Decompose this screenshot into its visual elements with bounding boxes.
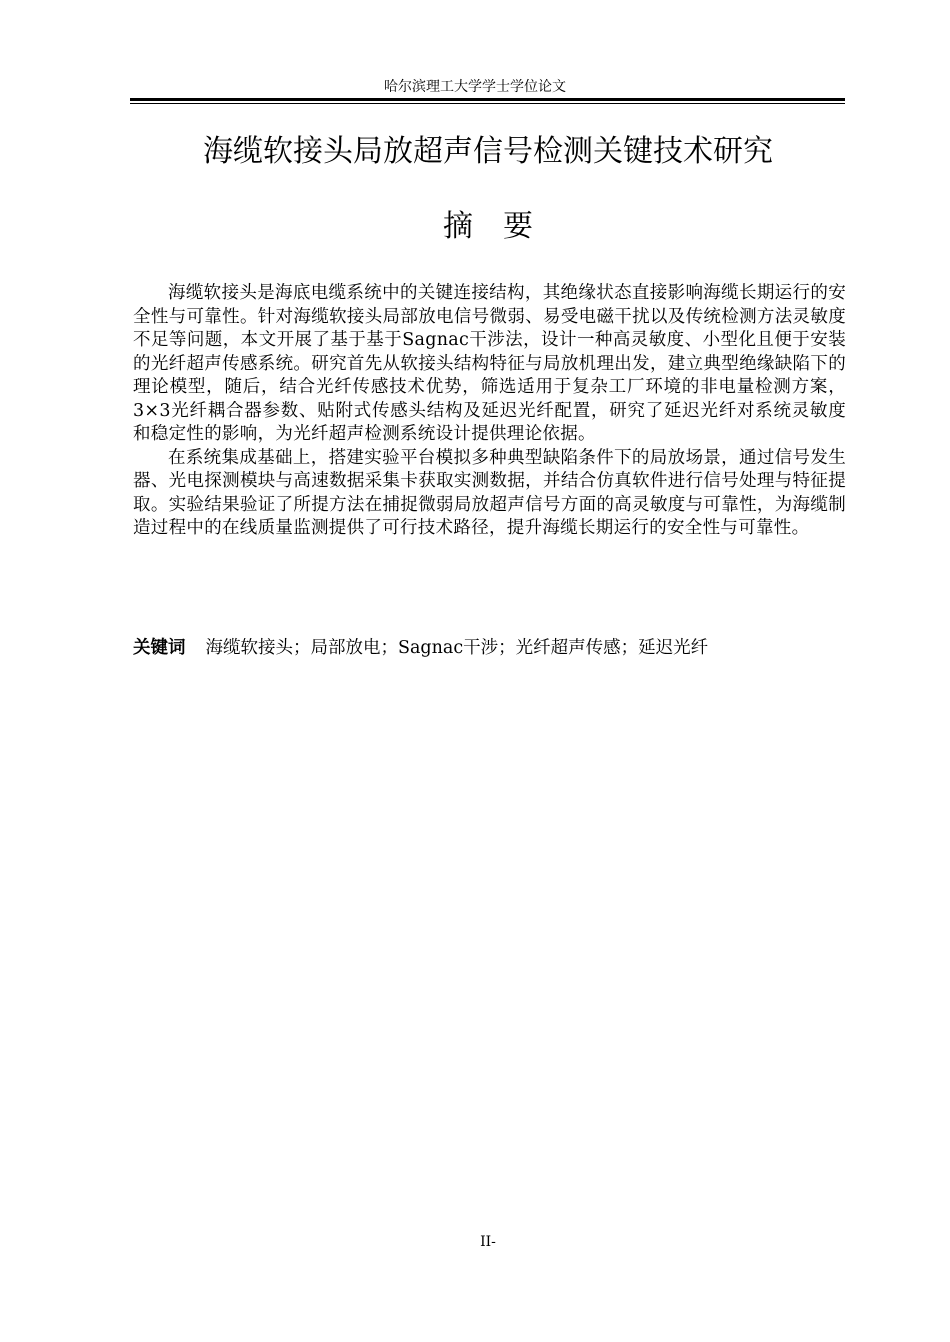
abstract-paragraph-2: 在系统集成基础上，搭建实验平台模拟多种典型缺陷条件下的局放场景，通过信号发生器、光电探测模块与高速数据采集卡获取实测数据，并结合仿真软件进行信号处理与特征提取。实验结果验证了所提方法在捕捉微弱局放超声信号方面的高灵敏度与可靠性，为海缆制造过程中的在线质量监测提供了可行技术路径，提升海缆长期运行的安全性与可靠性。: [133, 447, 846, 538]
thesis-title: 海缆软接头局放超声信号检测关键技术研究: [203, 134, 773, 169]
header-rule-thin: [130, 103, 845, 104]
keywords-line: [133, 636, 853, 660]
abstract-body: [133, 282, 846, 541]
running-header: 哈尔滨理工大学学士学位论文: [384, 79, 566, 95]
keywords-label: 关键词: [133, 638, 186, 658]
abstract-paragraph-1: 海缆软接头是海底电缆系统中的关键连接结构，其绝缘状态直接影响海缆长期运行的安全性与可靠性。针对海缆软接头局部放电信号微弱、易受电磁干扰以及传统检测方法灵敏度不足等问题，本文开展了基于基于Sagnac干涉法，设计一种高灵敏度、小型化且便于安装的光纤超声传感系统。研究首先从软接头结构特征与局放机理出发，建立典型绝缘缺陷下的理论模型，随后，结合光纤传感技术优势，筛选适用于复杂工厂环境的非电量检测方案，3×3光纤耦合器参数、贴附式传感头结构及延迟光纤配置，研究了延迟光纤对系统灵敏度和稳定性的影响，为光纤超声检测系统设计提供理论依据。: [133, 283, 846, 444]
page-number: II-: [480, 1234, 496, 1250]
header-rule-thick: [130, 98, 845, 101]
abstract-heading: 摘要: [443, 209, 563, 244]
keywords-text: 海缆软接头；局部放电；Sagnac干涉；光纤超声传感；延迟光纤: [205, 638, 709, 658]
